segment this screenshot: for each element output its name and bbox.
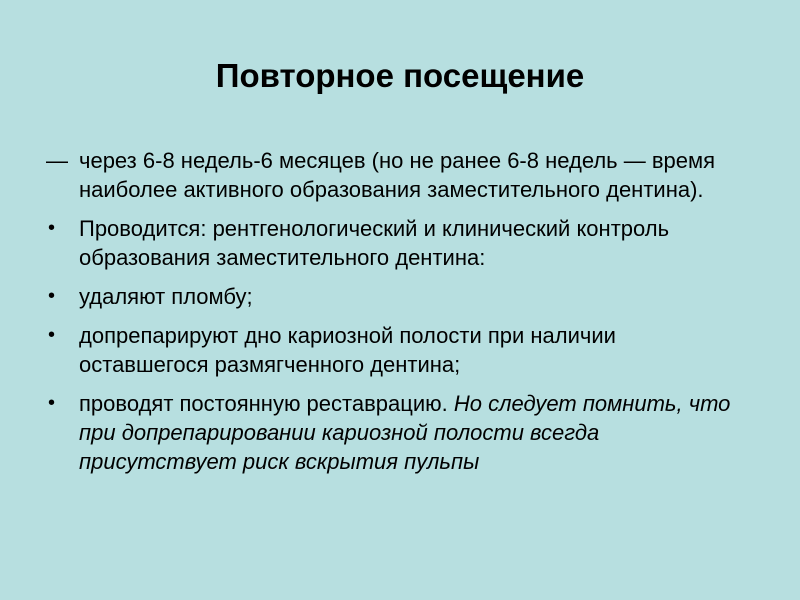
list-item-text: Проводится: рентгенологический и клинический контроль образования заместительного дентина:	[79, 216, 670, 270]
list-item-text: проводят постоянную реставрацию.	[79, 391, 454, 416]
list-item-text: допрепарируют дно кариозной полости при наличии оставшегося размягченного дентина;	[79, 323, 616, 377]
list-item	[40, 282, 750, 311]
list-item	[40, 146, 750, 204]
list-item	[40, 321, 750, 379]
list-item	[40, 214, 750, 272]
slide-body	[40, 146, 750, 486]
list-item-emphasis: Но следует помнить, что при допрепарировании кариозной полости всегда присутствует риск вскрытия пульпы	[79, 391, 731, 474]
bullet-marker: •	[48, 324, 56, 346]
list-item-text: через 6-8 недель-6 месяцев (но не ранее 6-8 недель — время наиболее активного образования заместительного дентина).	[79, 148, 716, 202]
slide-title: Повторное посещение	[215, 57, 585, 94]
list-item	[40, 389, 750, 476]
bullet-marker: •	[48, 217, 56, 239]
list-item-text: удаляют пломбу;	[79, 284, 253, 309]
bullet-marker: •	[48, 285, 56, 307]
dash-marker: —	[46, 148, 68, 173]
bullet-marker: •	[48, 392, 56, 414]
